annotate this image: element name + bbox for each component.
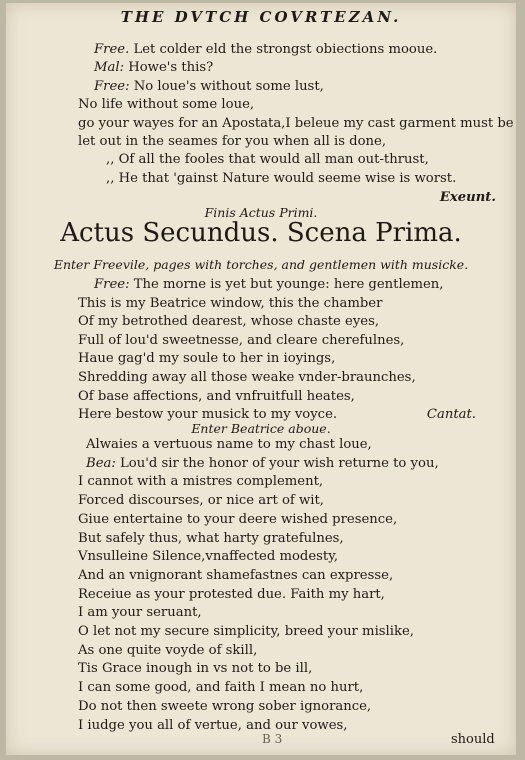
speaker-prefix: Bea: (86, 455, 116, 471)
verse-line (78, 388, 355, 406)
verse-line (86, 436, 372, 454)
verse-text: ,, Of all the fooles that would all man out-thrust, (106, 152, 429, 168)
verse-line (94, 78, 324, 96)
verse-text: I am your seruant, (78, 605, 202, 621)
verse-text: No loue's without some lust, (129, 78, 324, 94)
verse-line (86, 455, 439, 473)
verse-text: Let colder eld the strongst obiections mooue. (129, 42, 438, 57)
stage-direction-enter-beatrice: Enter Beatrice aboue. (191, 421, 331, 436)
verse-text: I cannot with a mistres complement, (78, 474, 324, 490)
signature-mark: B 3 (262, 732, 283, 746)
speaker-prefix: Free. (94, 42, 130, 57)
verse-text: This is my Beatrice window, this the chamber (78, 295, 383, 311)
verse-line (78, 511, 397, 529)
verse-line (78, 133, 386, 151)
speaker-prefix: Mal: (94, 60, 125, 76)
verse-line (78, 492, 324, 510)
verse-text: ,, He that 'gainst Nature would seeme wise is worst. (106, 170, 457, 186)
act-title: Actus Secundus. Scena Prima. (60, 218, 462, 248)
verse-line (78, 115, 514, 133)
verse-line (94, 276, 444, 294)
verse-text: Vnsulleine Silence,vnaffected modesty, (78, 549, 339, 565)
verse-line (78, 623, 414, 641)
verse-text: But safely thus, what harty gratefulnes, (78, 530, 344, 546)
speaker-prefix: Free: (94, 78, 130, 94)
verse-line (106, 151, 429, 169)
verse-line (78, 295, 382, 313)
verse-text: No life without some loue, (78, 97, 255, 113)
verse-text: let out in the seames for you when all is done, (78, 134, 387, 149)
verse-line (78, 350, 335, 368)
verse-text: Here bestow your musick to my voyce. (78, 407, 338, 423)
verse-line (78, 698, 371, 716)
verse-text: go your wayes for an Apostata,I beleue my cast garment must be (78, 115, 514, 131)
verse-text: Do not then sweete wrong sober ignorance, (78, 698, 372, 714)
verse-line (78, 332, 404, 350)
verse-line (78, 604, 202, 622)
verse-text: Tis Grace inough in vs not to be ill, (78, 661, 313, 677)
verse-text: Full of lou'd sweetnesse, and cleare cherefulnes, (78, 332, 405, 348)
verse-text: Forced discourses, or nice art of wit, (78, 493, 324, 509)
exeunt-direction: Exeunt. (439, 190, 496, 205)
verse-line (78, 679, 363, 697)
verse-text: Of my betrothed dearest, whose chaste eyes, (78, 314, 380, 330)
speaker-prefix: Free: (94, 277, 130, 292)
verse-line (78, 567, 393, 585)
finis-actus: Finis Actus Primi. (204, 205, 318, 220)
verse-line (78, 660, 312, 678)
verse-text: Howe's this? (124, 60, 214, 76)
running-head: THE DVTCH COVRTEZAN. (120, 8, 402, 26)
verse-text: Giue entertaine to your deere wished presence, (78, 511, 398, 527)
verse-text: Haue gag'd my soule to her in ioyings, (78, 351, 336, 367)
stage-direction-enter-freevile: Enter Freevile, pages with torches, and gentlemen with musicke. (53, 257, 469, 272)
verse-line (78, 473, 323, 491)
verse-line (78, 530, 344, 548)
verse-line (94, 41, 437, 59)
verse-line (78, 642, 257, 660)
book-page (6, 3, 516, 755)
cantat-direction: Cantat. (426, 407, 476, 422)
verse-line (78, 96, 254, 114)
verse-line (78, 586, 385, 604)
verse-text: Receiue as your protested due. Faith my hart, (78, 586, 385, 602)
catchword: should (451, 732, 495, 747)
verse-line (78, 313, 379, 331)
verse-text: The morne is yet but younge: here gentlemen, (129, 277, 444, 292)
verse-text: I iudge you all of vertue, and our vowes, (78, 717, 348, 733)
verse-text: I can some good, and faith I mean no hurt, (78, 680, 364, 696)
verse-text: And an vnignorant shamefastnes can expresse, (78, 567, 394, 583)
verse-line (78, 369, 416, 387)
verse-line (78, 548, 338, 566)
verse-line (106, 170, 456, 188)
verse-text: Shredding away all those weake vnder-braunches, (78, 370, 416, 385)
verse-text: Alwaies a vertuous name to my chast loue, (86, 437, 372, 452)
verse-line (94, 59, 213, 77)
verse-line (78, 717, 347, 735)
verse-text: O let not my secure simplicity, breed your mislike, (78, 624, 414, 639)
verse-text: As one quite voyde of skill, (78, 642, 258, 658)
verse-text: Lou'd sir the honor of your wish returne to you, (115, 455, 439, 471)
verse-text: Of base affections, and vnfruitfull heates, (78, 388, 355, 404)
